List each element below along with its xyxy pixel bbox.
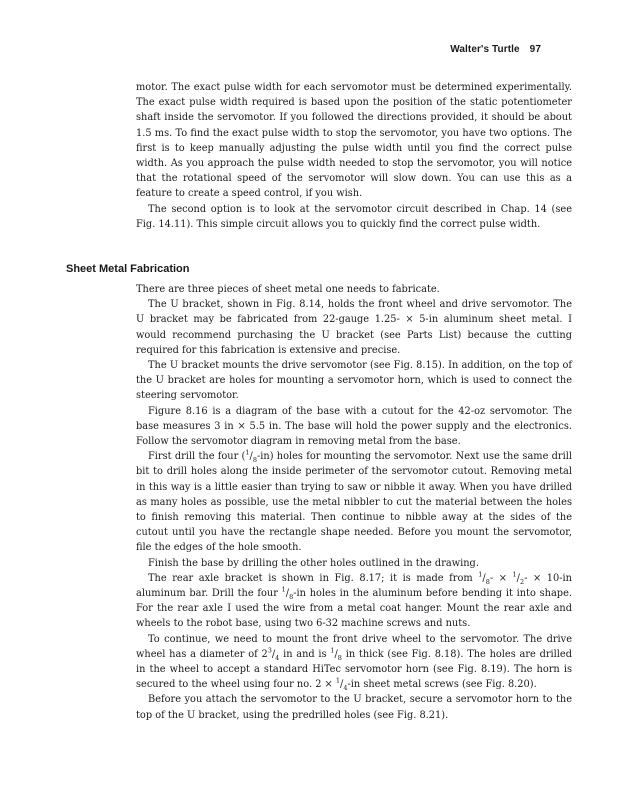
fraction: $^3/_4$: [267, 646, 280, 662]
paragraph-rear-axle: The rear axle bracket is shown in Fig. 8.17; it is made from $^1/_8- \times ^1/_2- \times 10-in$ aluminum bar. Drill the four $^1/_8-in$ holes in the aluminum before bending it into shape. For the rear axle I used the wire from a metal coat hanger. Mount the rear axle and wheels to the robot base, using two 6-32 machine screws and nuts.: [136, 570, 572, 630]
paragraph-intro: There are three pieces of sheet metal one needs to fabricate.: [136, 284, 440, 295]
section-heading: Sheet Metal Fabrication: [66, 263, 190, 275]
paragraph-drive-wheel: To continue, we need to mount the front drive wheel to the servomotor. The drive wheel has a diameter of $2^3/_4$ in and is $^1/_8$ in thick (see Fig. 8.18). The holes are drilled in the wheel to accept a standard HiTec servomotor horn (see Fig. 8.19). The horn is secured to the wheel using four no. $2 \times ^1/_4-in$ sheet metal screws (see Fig. 8.20).: [136, 633, 573, 693]
fraction: $^1/_8$: [478, 570, 490, 586]
running-title: Walter's Turtle: [450, 44, 520, 55]
page-number: 97: [529, 44, 541, 55]
fraction: $^1/_8$: [330, 646, 342, 662]
running-header: [450, 44, 541, 55]
paragraph-base-diagram: Figure 8.16 is a diagram of the base with a cutout for the 42-oz servomotor. The base measures 3 in × 5.5 in. The base will hold the power supply and the electronics. Follow the servomotor diagram in removing metal from the base.: [136, 405, 572, 448]
paragraph-servo-horn: Before you attach the servomotor to the U bracket, secure a servomotor horn to the top of the U bracket, using the predrilled holes (see Fig. 8.21).: [136, 694, 572, 721]
paragraph-u-bracket: The U bracket, shown in Fig. 8.14, holds the front wheel and drive servomotor. The U bracket may be fabricated from 22-gauge 1.25- × 5-in aluminum sheet metal. I would recommend purchasing the U bracket (see Parts List) because the cutting required for this fabrication is extensive and precise.: [136, 299, 572, 356]
paragraph-continued: motor. The exact pulse width for each servomotor must be determined experimentally. The exact pulse width required is based upon the position of the static potentiometer shaft inside the servomotor. If you followed the directions provided, it should be about 1.5 ms. To find the exact pulse width to stop the servomotor, you have two options. The first is to keep manually adjusting the pulse width until you find the correct pulse width. As you approach the pulse width needed to stop the servomotor, you will notice that the rotational speed of the servomotor will slow down. You can use this as a feature to create a speed control, if you wish.: [136, 82, 572, 200]
paragraph-u-bracket-mount: The U bracket mounts the drive servomotor (see Fig. 8.15). In addition, on the top of the U bracket are holes for mounting a servomotor horn, which is used to connect the steering servomotor.: [136, 360, 572, 402]
paragraph-second-option: The second option is to look at the servomotor circuit described in Chap. 14 (see Fig. 14.11). This simple circuit allows you to quickly find the correct pulse width.: [136, 203, 572, 230]
fraction: $^1/_4$: [335, 677, 348, 693]
fraction: $^1/_2$: [512, 570, 525, 586]
paragraph-drill: First drill the four $(^1/_8-in)$ holes for mounting the servomotor. Next use the same drill bit to drill holes along the inside perimeter of the servomotor cutout. Removing metal in this way is a little easier than trying to saw or nibble it away. When you have drilled as many holes as possible, use the metal nibbler to cut the material between the holes to finish removing this material. Then continue to nibble away at the sides of the cutout until you have the rectangle shape needed. Before you mount the servomotor, file the edges of the hole smooth.: [136, 448, 572, 554]
body-text-section: [136, 282, 572, 723]
paragraph-finish-base: Finish the base by drilling the other holes outlined in the drawing.: [148, 557, 479, 569]
fraction: $^1/_8$: [245, 448, 257, 465]
fraction: $^1/_8$: [281, 585, 294, 602]
body-text-top: [136, 80, 572, 232]
